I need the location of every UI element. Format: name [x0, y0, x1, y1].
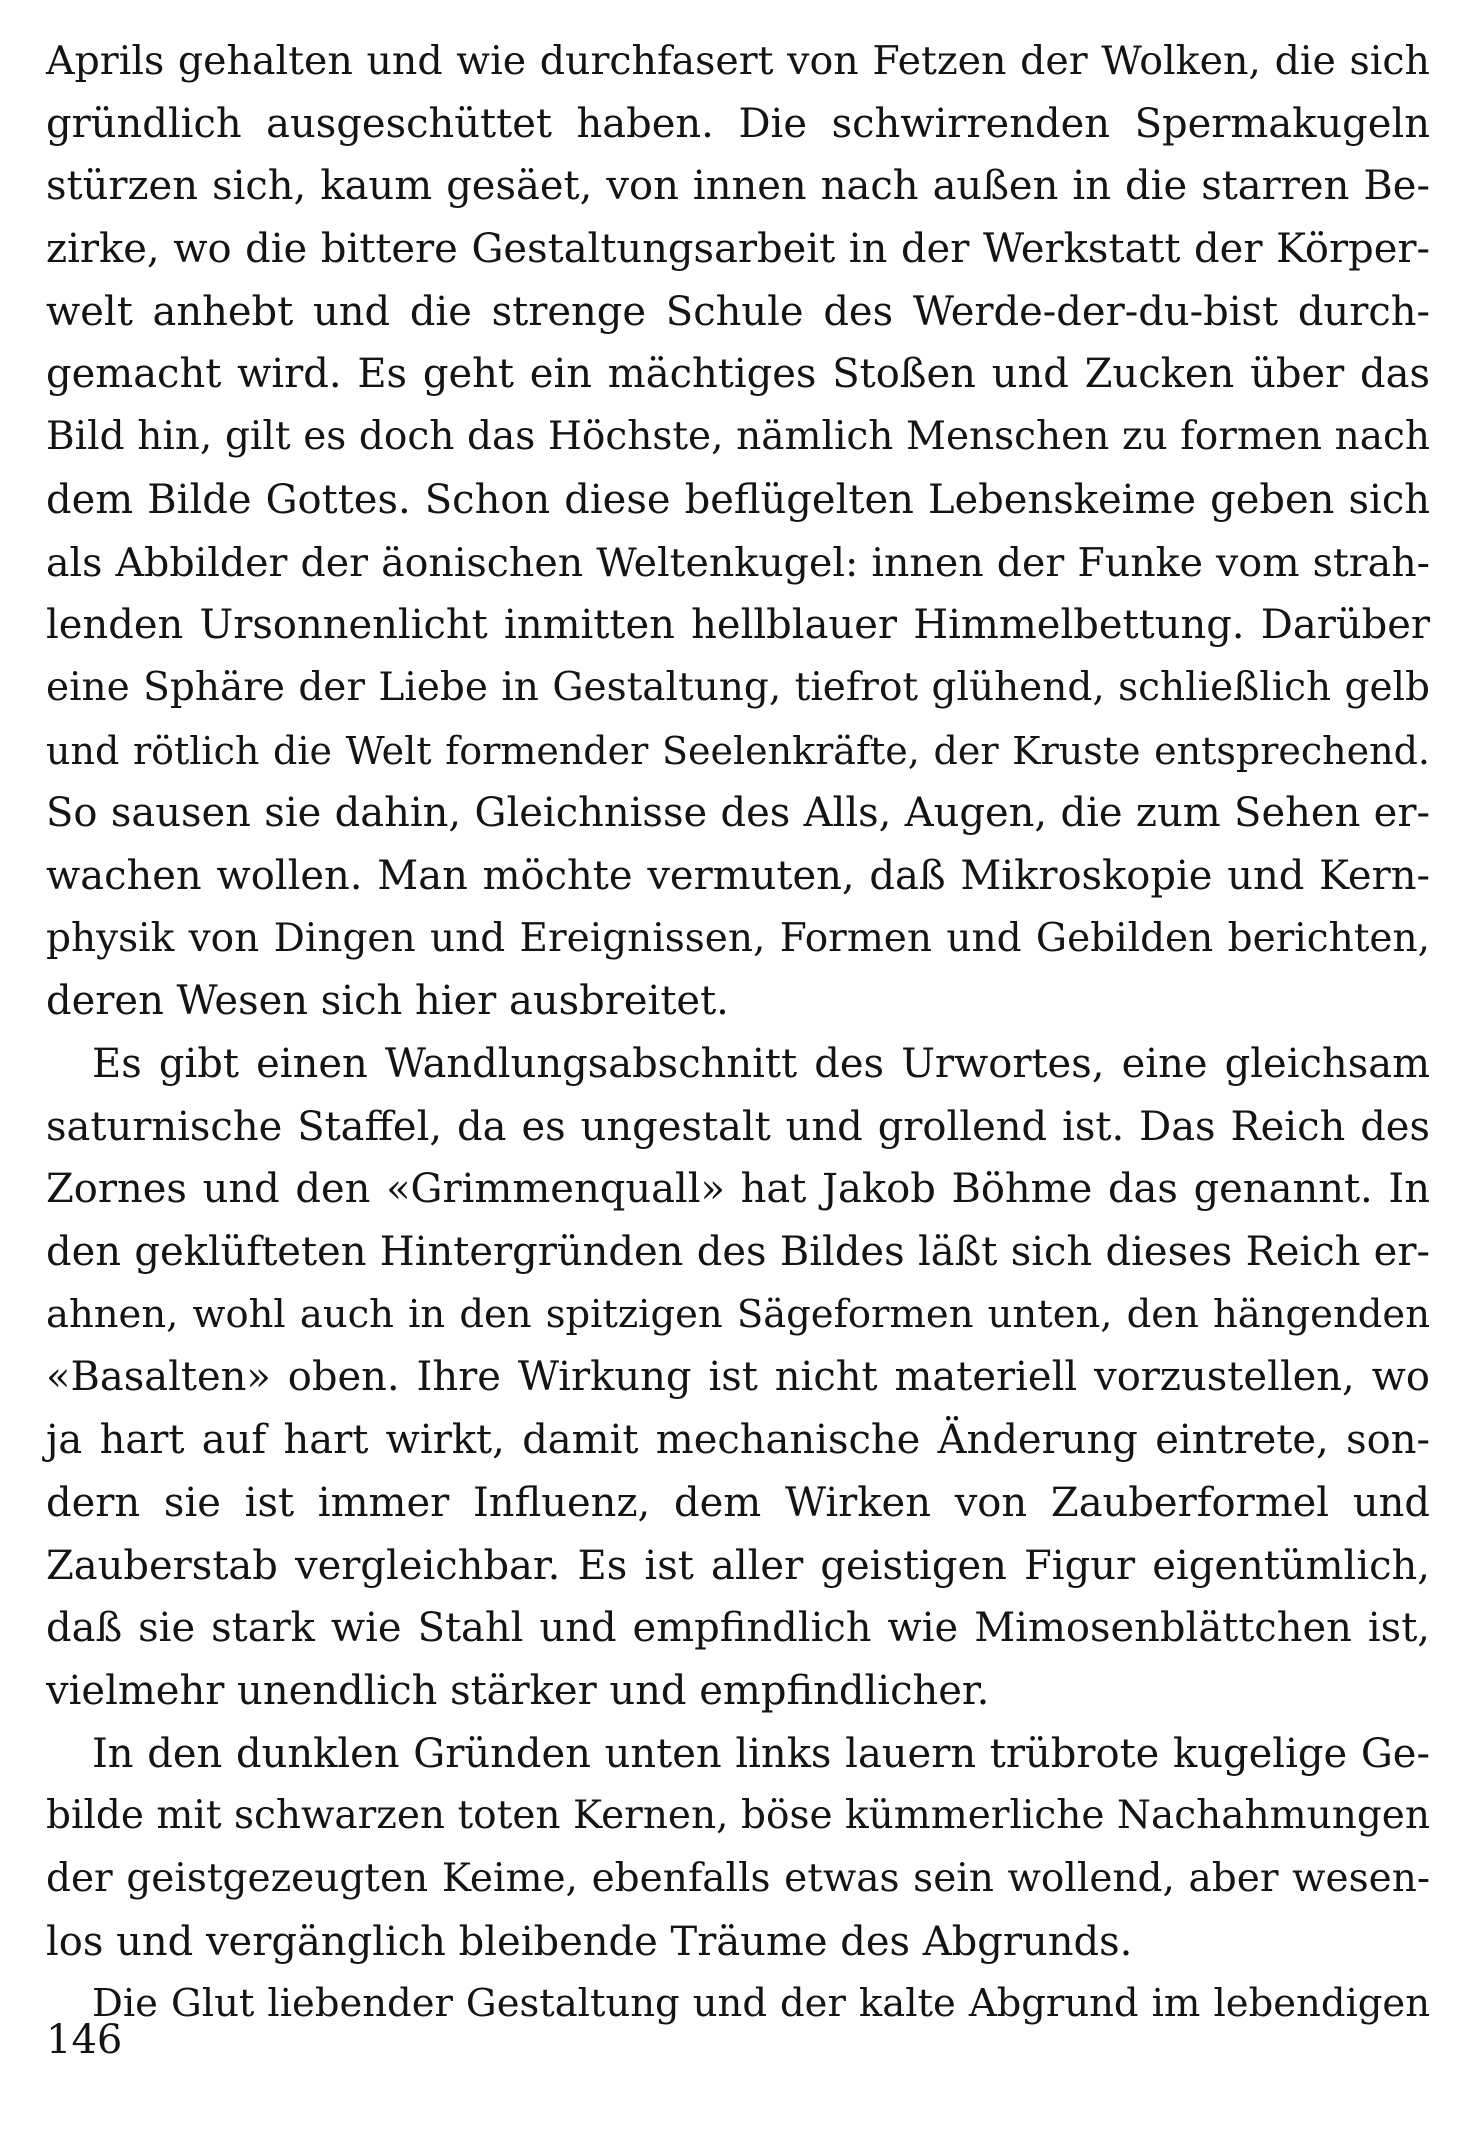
text-line: Zauberstab vergleichbar. Es ist aller geistigen Figur eigentümlich,: [46, 1542, 1430, 1589]
text-line: los und vergänglich bleibende Träume des Abgrunds.: [46, 1918, 1133, 1965]
text-line: physik von Dingen und Ereignissen, Formen und Gebilden berichten,: [46, 915, 1430, 961]
text-line: Aprils gehalten und wie durchfasert von Fetzen der Wolken, die sich: [46, 38, 1430, 84]
text-line: ja hart auf hart wirkt, damit mechanische Änderung eintrete, son-: [46, 1417, 1430, 1464]
text-line: Es gibt einen Wandlungsabschnitt des Urwortes, eine gleichsam: [92, 1041, 1430, 1087]
text-line: Zornes und den «Grimmenquall» hat Jakob Böhme das genannt. In: [46, 1166, 1430, 1213]
text-line: gründlich ausgeschüttet haben. Die schwirrenden Spermakugeln: [46, 100, 1430, 147]
text-line: wachen wollen. Man möchte vermuten, daß Mikroskopie und Kern-: [46, 852, 1430, 899]
text-line: stürzen sich, kaum gesäet, von innen nach außen in die starren Be-: [46, 163, 1430, 210]
text-line: Die Glut liebender Gestaltung und der kalte Abgrund im lebendigen: [92, 1981, 1430, 2027]
text-line: daß sie stark wie Stahl und empfindlich wie Mimosenblättchen ist,: [46, 1605, 1430, 1652]
body-text: [46, 30, 1430, 2036]
text-line: saturnische Staffel, da es ungestalt und grollend ist. Das Reich des: [46, 1103, 1430, 1150]
text-line: ahnen, wohl auch in den spitzigen Sägeformen unten, den hängenden: [46, 1291, 1430, 1337]
text-line: als Abbilder der äonischen Weltenkugel: innen der Funke vom strah-: [46, 539, 1430, 586]
text-line: So sausen sie dahin, Gleichnisse des Alls, Augen, die zum Sehen er-: [46, 790, 1430, 837]
text-line: Bild hin, gilt es doch das Höchste, nämlich Menschen zu formen nach: [46, 414, 1430, 460]
text-line: In den dunklen Gründen unten links lauern trübrote kugelige Ge-: [92, 1730, 1430, 1777]
text-line: eine Sphäre der Liebe in Gestaltung, tiefrot glühend, schließlich gelb: [46, 664, 1430, 710]
text-line: zirke, wo die bittere Gestaltungsarbeit in der Werkstatt der Körper-: [46, 226, 1430, 273]
text-line: und rötlich die Welt formender Seelenkräfte, der Kruste entsprechend.: [46, 728, 1430, 773]
text-line: gemacht wird. Es geht ein mächtiges Stoßen und Zucken über das: [46, 351, 1430, 398]
text-line: welt anhebt und die strenge Schule des Werde-der-du-bist durch-: [46, 288, 1430, 335]
text-line: lenden Ursonnenlicht inmitten hellblauer Himmelbettung. Darüber: [46, 602, 1430, 649]
text-line: der geistgezeugten Keime, ebenfalls etwas sein wollend, aber wesen-: [46, 1855, 1430, 1901]
text-line: deren Wesen sich hier ausbreitet.: [46, 978, 729, 1025]
text-line: bilde mit schwarzen toten Kernen, böse kümmerliche Nachahmungen: [46, 1793, 1430, 1839]
text-line: dem Bilde Gottes. Schon diese beflügelten Lebenskeime geben sich: [46, 476, 1430, 523]
page-number: 146: [46, 2017, 123, 2063]
text-line: vielmehr unendlich stärker und empfindlicher.: [46, 1667, 990, 1714]
text-line: «Basalten» oben. Ihre Wirkung ist nicht materiell vorzustellen, wo: [46, 1354, 1430, 1401]
text-line: dern sie ist immer Influenz, dem Wirken von Zauberformel und: [46, 1479, 1430, 1526]
text-line: den geklüfteten Hintergründen des Bildes läßt sich dieses Reich er-: [46, 1229, 1430, 1276]
